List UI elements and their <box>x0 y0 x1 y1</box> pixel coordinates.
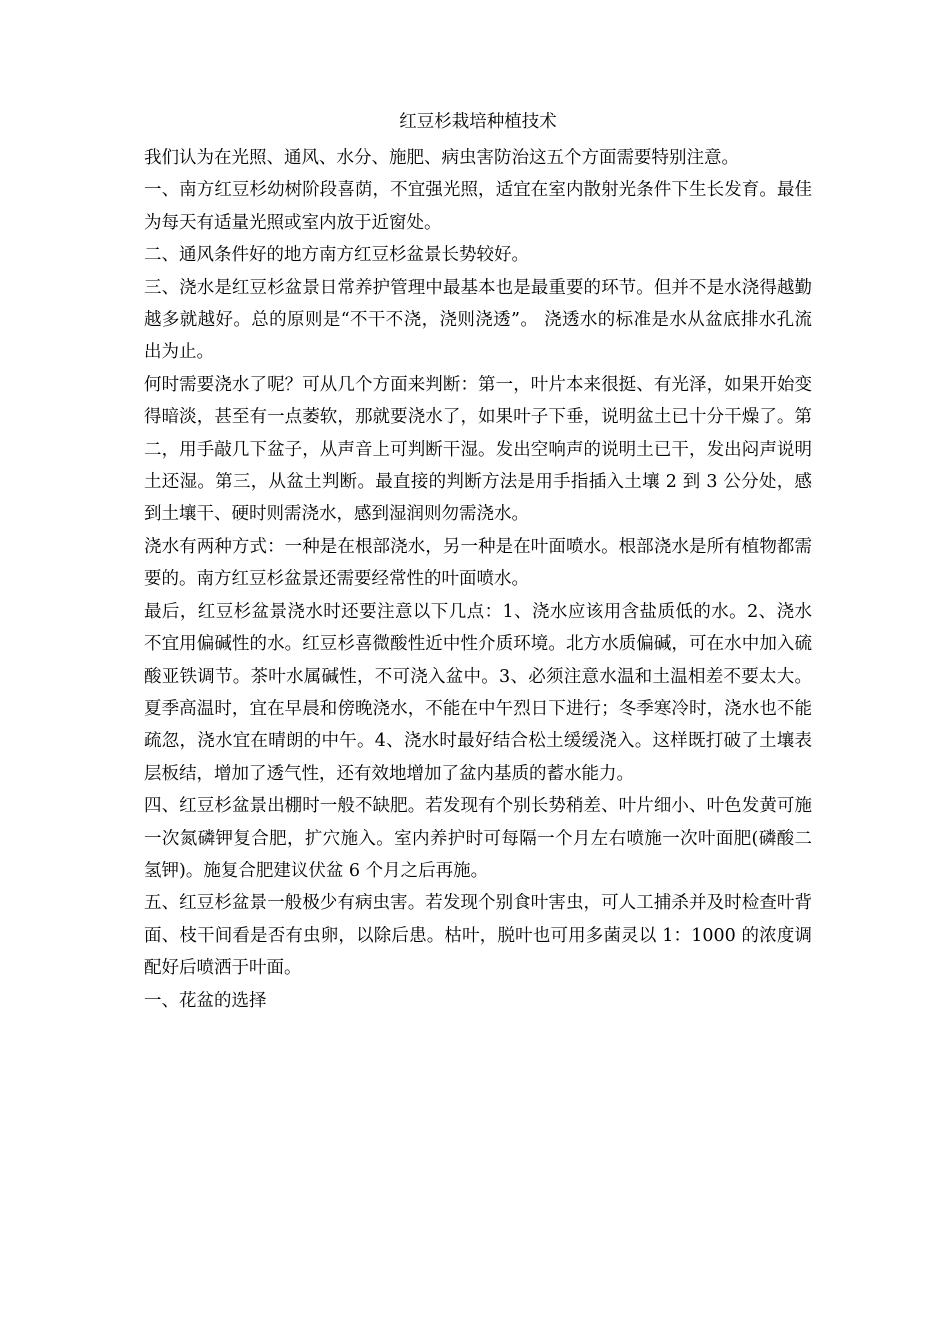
document-page <box>144 112 812 1017</box>
paragraph-pot-selection: 一、花盆的选择 <box>144 990 267 1011</box>
document-title: 红豆杉栽培种植技术 <box>399 112 557 132</box>
paragraph-fertilizing: 四、红豆杉盆景出棚时一般不缺肥。若发现有个别长势稍差、叶片细小、叶色发黄可施一次氮磷钾复合肥，扩穴施入。室内养护时可每隔一个月左右喷施一次叶面肥(磷酸二氢钾)。施复合肥建议伏盆 6 个月之后再施。 <box>144 796 812 881</box>
paragraph-when-to-water: 何时需要浇水了呢？可从几个方面来判断：第一，叶片本来很挺、有光泽，如果开始变得暗淡，甚至有一点萎软，那就要浇水了，如果叶子下垂，说明盆土已十分干燥了。第二，用手敲几下盆子，从声音上可判断干湿。发出空响声的说明土已干，发出闷声说明土还湿。第三，从盆土判断。最直接的判断方法是用手指插入土壤 2 到 3 公分处，感到土壤干、硬时则需浇水，感到湿润则勿需浇水。 <box>144 374 812 525</box>
paragraph-pests: 五、红豆杉盆景一般极少有病虫害。若发现个别食叶害虫，可人工捕杀并及时检查叶背面、枝干间看是否有虫卵，以除后患。枯叶，脱叶也可用多菌灵以 1：1000 的浓度调配好后喷洒于叶面。 <box>144 893 812 979</box>
paragraph-watering: 三、浇水是红豆杉盆景日常养护管理中最基本也是最重要的环节。但并不是水浇得越勤越多就越好。总的原则是“不干不浇，浇则浇透”。 浇透水的标准是水从盆底排水孔流出为止。 <box>144 277 812 363</box>
paragraph-intro: 我们认为在光照、通风、水分、施肥、病虫害防治这五个方面需要特别注意。 <box>144 148 739 168</box>
paragraph-light: 一、南方红豆杉幼树阶段喜荫，不宜强光照，适宜在室内散射光条件下生长发育。最佳为每天有适量光照或室内放于近窗处。 <box>144 180 812 233</box>
paragraph-watering-notes: 最后，红豆杉盆景浇水时还要注意以下几点：1、浇水应该用含盐质低的水。2、浇水不宜用偏碱性的水。红豆杉喜微酸性近中性介质环境。北方水质偏碱，可在水中加入硫酸亚铁调节。茶叶水属碱性，不可浇入盆中。3、必须注意水温和土温相差不要太大。夏季高温时，宜在早晨和傍晚浇水，不能在中午烈日下进行；冬季寒冷时，浇水也不能疏忽，浇水宜在晴朗的中午。4、浇水时最好结合松土缓缓浇入。这样既打破了土壤表层板结，增加了透气性，还有效地增加了盆内基质的蓄水能力。 <box>144 601 812 784</box>
paragraph-ventilation: 二、通风条件好的地方南方红豆杉盆景长势较好。 <box>144 245 529 266</box>
paragraph-watering-methods: 浇水有两种方式：一种是在根部浇水，另一种是在叶面喷水。根部浇水是所有植物都需要的。南方红豆杉盆景还需要经常性的叶面喷水。 <box>144 536 812 590</box>
